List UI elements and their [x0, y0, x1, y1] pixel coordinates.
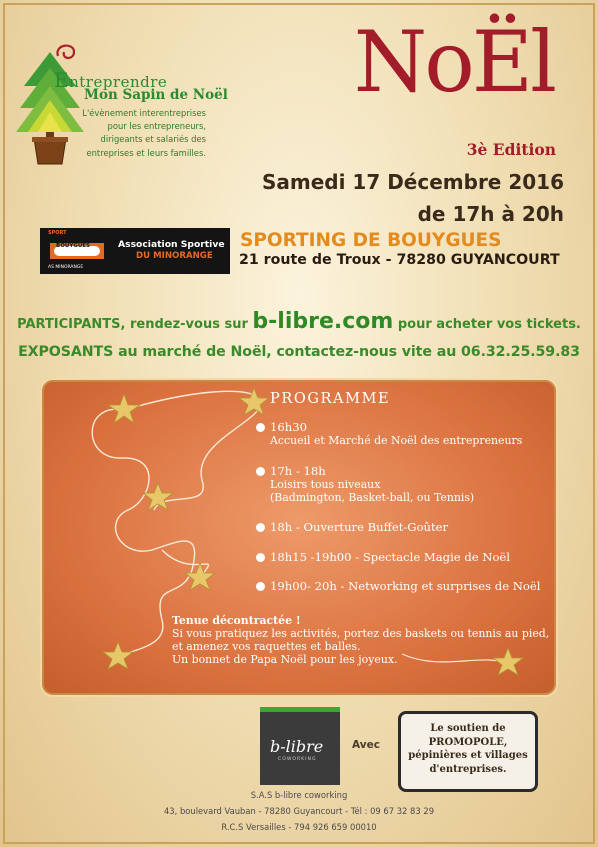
edition-label: 3è Edition: [466, 140, 556, 159]
programme-item: 18h15 -19h00 - Spectacle Magie de Noël: [256, 551, 510, 564]
event-time: de 17h à 20h: [417, 202, 564, 226]
website-link[interactable]: b-libre.com: [252, 309, 394, 334]
footer-address: 43, boulevard Vauban - 78280 Guyancourt - Tél : 09 67 32 83 29: [163, 806, 435, 816]
sport-logo-brand: BOUYGUES: [56, 243, 91, 249]
logo-tagline: L'évènement interentreprises pour les entrepreneurs, dirigeants et salariés des entreprises et leurs familles.: [82, 108, 206, 158]
support-box: Le soutien de PROMOPOLE, pépinières et villages d'entreprises.: [398, 711, 538, 792]
bullet-icon: [256, 582, 265, 591]
sporting-association-logo: [40, 228, 230, 274]
event-day: Samedi 17 Décembre 2016: [261, 170, 564, 194]
venue-name: SPORTING DE BOUYGUES: [240, 230, 502, 251]
programme-item: 16h30 Accueil et Marché de Noël des entrepreneurs: [256, 421, 522, 447]
participants-line: PARTICIPANTS, rendez-vous sur b-libre.com pour acheter vos tickets.: [17, 309, 581, 334]
sport-logo-assoc: Association Sportive: [118, 239, 225, 250]
bullet-icon: [256, 423, 265, 432]
programme-box: [40, 378, 558, 697]
sport-logo-top-text: SPORT: [48, 230, 67, 236]
logo-subtitle: Mon Sapin de Noël: [84, 87, 228, 103]
programme-item: 18h - Ouverture Buffet-Goûter: [256, 521, 448, 534]
programme-title: PROGRAMME: [270, 391, 391, 407]
programme-item: 17h - 18h Loisirs tous niveaux (Badmington, Basket-ball, ou Tennis): [256, 465, 474, 504]
star-icon: [185, 563, 215, 590]
footer-rcs: R.C.S Versailles - 794 926 659 00010: [221, 822, 377, 832]
bullet-icon: [256, 523, 265, 532]
bullet-icon: [256, 553, 265, 562]
star-icon: [108, 394, 140, 423]
bullet-icon: [256, 467, 265, 476]
avec-label: Avec: [352, 739, 380, 751]
exposants-line: EXPOSANTS au marché de Noël, contactez-nous vite au 06.32.25.59.83: [18, 344, 580, 360]
programme-notes: Tenue décontractée ! Si vous pratiquez les activités, portez des baskets ou tennis au pied, et amenez vos raquettes et balles. Un bonnet de Papa Noël pour les joyeux.: [172, 614, 550, 666]
page-title: NoËl: [353, 13, 554, 111]
blibre-logo: b-libre COWORKING: [260, 707, 340, 785]
logo-title: Entreprendre: [54, 68, 168, 92]
sport-logo-bottom-text: AS MINORANGE: [48, 265, 84, 270]
venue-address: 21 route de Troux - 78280 GUYANCOURT: [239, 252, 560, 268]
footer-company: S.A.S b-libre coworking: [250, 790, 348, 800]
bouygues-sport-emblem-icon: [46, 233, 108, 269]
event-date: [262, 166, 564, 230]
sport-logo-minorange: DU MINORANGE: [136, 251, 213, 261]
star-icon: [103, 642, 133, 669]
programme-item: 19h00- 20h - Networking et surprises de Noël: [256, 580, 540, 593]
